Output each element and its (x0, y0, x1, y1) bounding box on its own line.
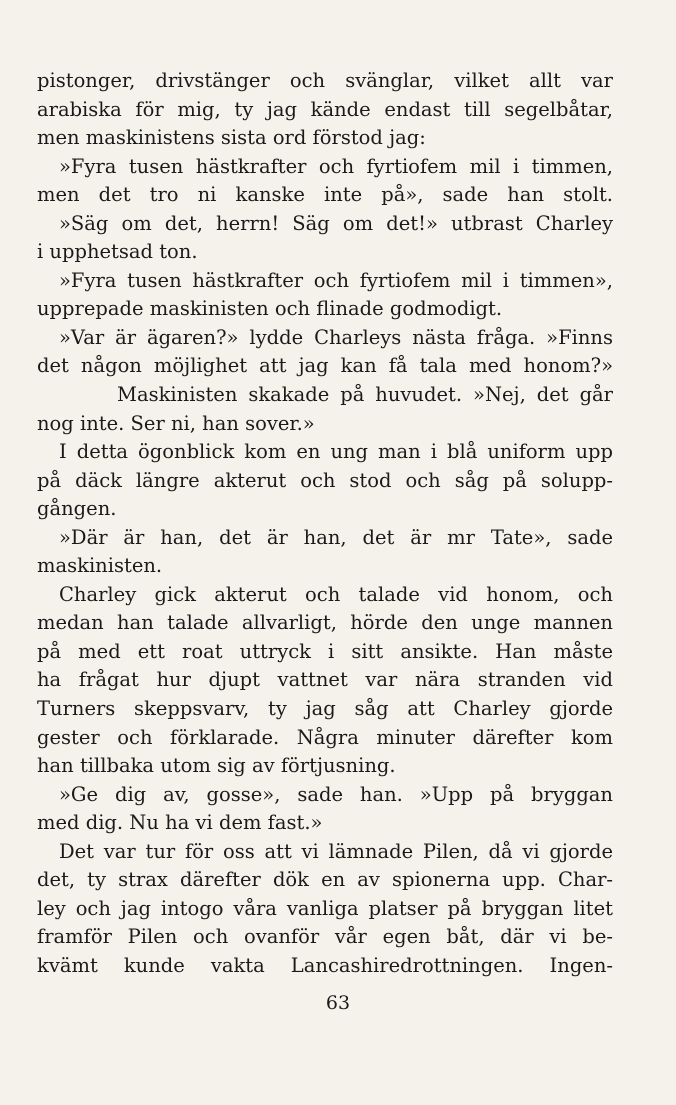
text-line: upprepade maskinisten och flinade godmodigt. (37, 297, 503, 321)
text-line: »Där är han, det är han, det är mr Tate», sade (59, 525, 613, 549)
text-line: men det tro ni kanske inte på», sade han stolt. (37, 183, 613, 207)
text-line: »Säg om det, herrn! Säg om det!» utbrast Charley (59, 211, 613, 235)
text-line: ley och jag intogo våra vanliga platser på bryggan litet (37, 896, 613, 920)
page-number: 63 (325, 992, 351, 1014)
text-line: Charley gick akterut och talade vid honom, och (59, 582, 613, 606)
text-line: »Fyra tusen hästkrafter och fyrtiofem mil i timmen, (59, 154, 613, 178)
text-line: på med ett roat uttryck i sitt ansikte. Han måste (37, 639, 613, 663)
text-line: det någon möjlighet att jag kan få tala med honom?» (37, 354, 613, 378)
text-line: medan han talade allvarligt, hörde den unge mannen (37, 611, 613, 635)
text-line: i upphetsad ton. (37, 240, 198, 264)
text-line: maskinisten. (37, 554, 163, 578)
text-line: Det var tur för oss att vi lämnade Pilen, då vi gjorde (59, 839, 613, 863)
text-line: det, ty strax därefter dök en av spionerna upp. Char- (37, 868, 613, 892)
text-line: pistonger, drivstänger och svänglar, vilket allt var (37, 69, 613, 92)
text-line: »Fyra tusen hästkrafter och fyrtiofem mil i timmen», (59, 268, 613, 292)
text-line: Turners skeppsvarv, ty jag såg att Charley gjorde (37, 697, 613, 721)
text-line: med dig. Nu ha vi dem fast.» (37, 811, 323, 835)
text-line: gester och förklarade. Några minuter därefter kom (37, 725, 613, 749)
text-line: ha frågat hur djupt vattnet var nära stranden vid (37, 668, 613, 692)
text-line: på däck längre akterut och stod och såg på solupp- (37, 468, 613, 492)
text-line: »Ge dig av, gosse», sade han. »Upp på bryggan (59, 782, 613, 806)
text-line: framför Pilen och ovanför vår egen båt, där vi be- (37, 925, 613, 949)
text-line: kvämt kunde vakta Lancashiredrottningen. Ingen- (37, 953, 613, 977)
text-line: I detta ögonblick kom en ung man i blå uniform upp (59, 440, 613, 464)
text-line: arabiska för mig, ty jag kände endast till segelbåtar, (37, 97, 613, 121)
text-line: nog inte. Ser ni, han sover.» (37, 411, 315, 435)
text-line: han tillbaka utom sig av förtjusning. (37, 754, 396, 778)
text-line: »Var är ägaren?» lydde Charleys nästa fråga. »Finns (59, 325, 613, 349)
text-line: men maskinistens sista ord förstod jag: (37, 126, 426, 150)
text-line: gången. (37, 497, 117, 521)
text-line: Maskinisten skakade på huvudet. »Nej, det går (117, 383, 613, 407)
body-text (37, 67, 613, 981)
